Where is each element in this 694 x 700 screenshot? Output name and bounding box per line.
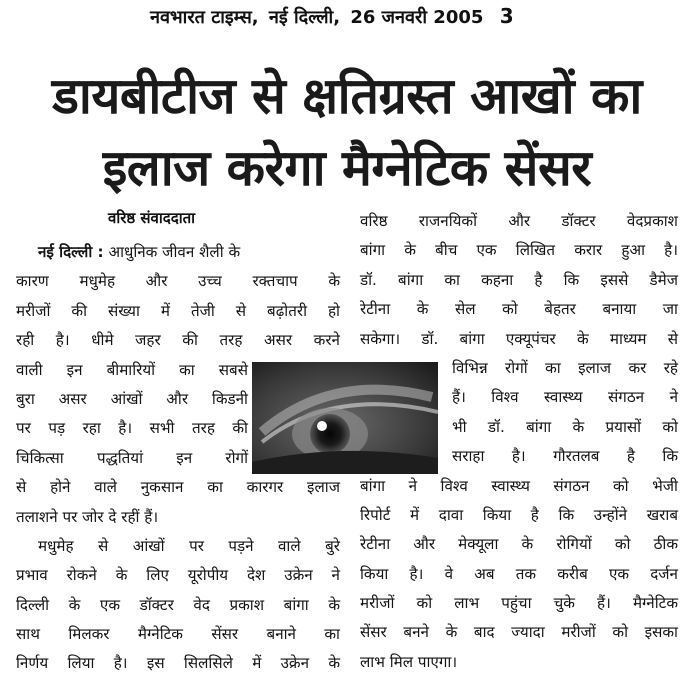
column-line: रेटीना और मेक्यूला के रोगियों को ठीक xyxy=(360,535,678,554)
column-line: बांगा ने विश्व स्वास्थ्य संगठन को भेजी xyxy=(360,476,678,495)
column-line: विभिन्न रोगों का इलाज कर रहे xyxy=(452,358,678,377)
column-line: रिपोर्ट में दावा किया है कि उन्होंने खराब xyxy=(360,505,678,524)
masthead-date: 26 जनवरी 2005 xyxy=(350,7,484,28)
headline-line-2: इलाज करेगा मैग्नेटिक सेंसर xyxy=(102,139,592,197)
column-line: मधुमेह से आंखों पर पड़ने वाले बुरे xyxy=(38,536,340,555)
column-line: सराहा है। गौरतलब है कि xyxy=(452,447,678,466)
column-line: निर्णय लिया है। इस सिलसिले में उक्रेन के xyxy=(16,654,340,673)
column-line: रेटीना के सेल को बेहतर बनाया जा xyxy=(360,300,678,319)
eye-illustration xyxy=(252,362,438,474)
column-line: लाभ मिल पाएगा। xyxy=(360,652,458,671)
column-line: सेंसर बनने के बाद ज्यादा मरीजों को इसका xyxy=(360,623,678,642)
column-line: से होने वाले नुकसान का कारगर इलाज xyxy=(16,478,340,497)
eye-photo xyxy=(252,362,438,474)
column-line: बांगा के बीच एक लिखित करार हुआ है। xyxy=(360,241,678,260)
masthead-city: नई दिल्ली, xyxy=(268,7,341,28)
column-line: वरिष्ठ राजनयिकों और डॉक्टर वेदप्रकाश xyxy=(360,212,678,230)
column-line: पर पड़ रहा है। सभी तरह की xyxy=(16,419,248,438)
column-line: मरीजों की संख्या में तेजी से बढ़ोतरी हो xyxy=(16,301,340,320)
dateline: नई दिल्ली : xyxy=(38,243,104,261)
column-line xyxy=(16,238,340,267)
column-line: सकेगा। डॉ. बांगा एक्यूपंचर के माध्यम से xyxy=(360,329,678,348)
column-line: प्रभाव रोकने के लिए यूरोपीय देश उक्रेन ने xyxy=(16,566,340,585)
column-line: तलाशने पर जोर दे रहीं हैं। xyxy=(16,507,159,526)
masthead-paper: नवभारत टाइम्स, xyxy=(150,7,259,28)
column-line: दिल्ली के एक डॉक्टर वेद प्रकाश बांगा के xyxy=(16,595,340,614)
column-line: हैं। विश्व स्वास्थ्य संगठन ने xyxy=(452,388,678,407)
column-line: बुरा असर आंखों और किडनी xyxy=(16,389,248,408)
page-number: 3 xyxy=(499,4,514,28)
column-line: वाली इन बीमारियों का सबसे xyxy=(16,360,248,379)
byline: वरिष्ठ संवाददाता xyxy=(108,209,196,227)
column-line: मरीजों को लाभ पहुंचा चुके हैं। मैग्नेटिक xyxy=(360,594,678,613)
column-line: रही है। धीमे जहर की तरह असर करने xyxy=(16,331,340,350)
column-line: साथ मिलकर मैग्नेटिक सेंसर बनाने का xyxy=(16,625,340,644)
headline-line-1: डायबीटीज से क्षतिग्रस्त आखों का xyxy=(52,67,642,125)
column-line: डॉ. बांगा का कहना है कि इससे डैमेज xyxy=(360,270,678,289)
column-line: किया है। वे अब तक करीब एक दर्जन xyxy=(360,564,678,583)
column-line: भी डॉ. बांगा के प्रयासों को xyxy=(452,417,678,436)
column-line: कारण मधुमेह और उच्च रक्तचाप के xyxy=(16,272,340,291)
column-line: चिकित्सा पद्धतियां इन रोगों xyxy=(16,448,248,467)
column-text: आधुनिक जीवन शैली के xyxy=(108,243,241,261)
masthead xyxy=(150,4,514,29)
